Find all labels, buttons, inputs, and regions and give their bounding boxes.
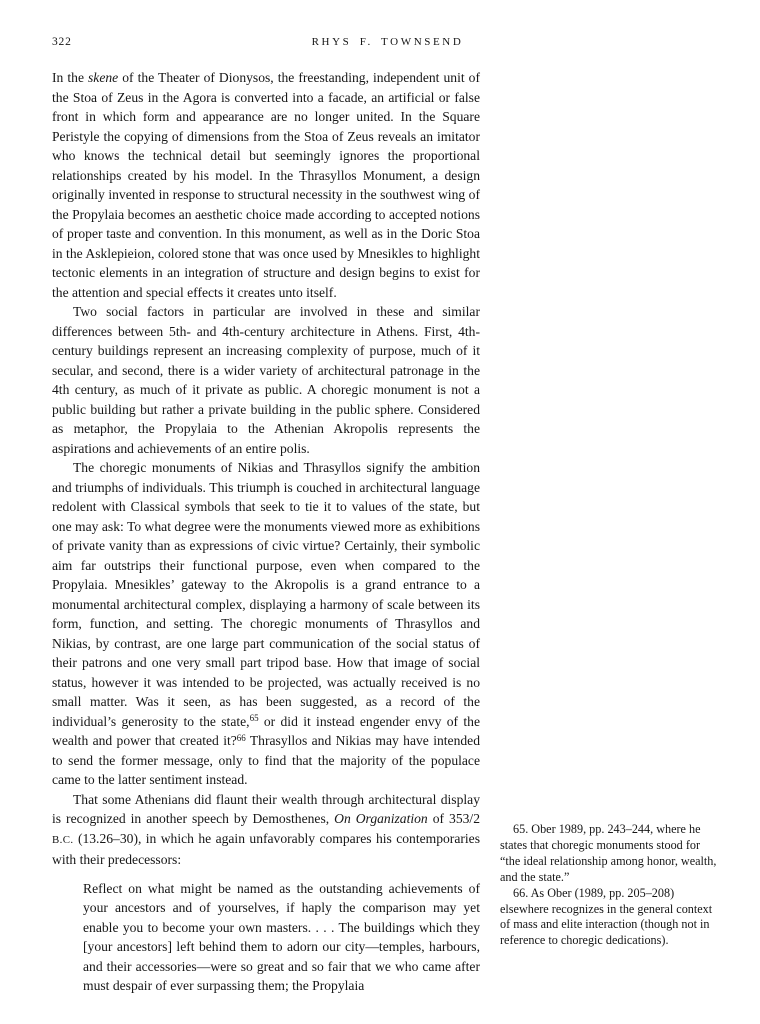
running-head-author: RHYS F. TOWNSEND — [311, 36, 464, 48]
body-paragraph — [52, 302, 480, 458]
text-segment: Two social factors in particular are involved in these and similar differences between 5th- and 4th-century architecture in Athens. First, 4th-century buildings represent an increasing complexity of purpose, much of it secular, and second, there is a wider variety of architectural patronage in the 4th century, as much of it private as public. A choregic monument is not a public building but rather a private building in the public sphere. Considered as metaphor, the Propylaia to the Athenian Akropolis represents the aspirations and achievements of an entire polis. — [52, 304, 480, 456]
text-segment: The choregic monuments of Nikias and Thrasyllos signify the ambition and triumphs of individuals. This triumph is couched in architectural language redolent with Classical symbols that seek to tie it to values of the state, but one may ask: To what degree were the monuments viewed more as exhibitions of private vanity than as expressions of civic virtue? Certainly, their symbolic aim far outstrips their functional purpose, even when compared to the Propylaia. Mnesikles’ gateway to the Akropolis is a grand entrance to a monumental architectural complex, displaying a harmony of scale between its form, function, and setting. The choregic monuments of Thrasyllos and Nikias, by contrast, are one large part communication of the social status of their patrons and one very small part tripod base. How that image of social status, however it was intended to be projected, was actually received is no small matter. Was it seen, as has been suggested, as a record of the individual’s generosity to the state, — [52, 460, 480, 729]
text-segment: or did it instead engender envy of the wealth and power that created it? — [52, 713, 480, 748]
text-segment: skene — [88, 70, 119, 85]
text-segment: 65. Ober 1989, pp. 243–244, where he states that choregic monuments stood for “the ideal relationship among honor, wealth, and the state.” — [500, 822, 717, 884]
body-paragraph — [52, 458, 480, 790]
text-segment: 66 — [236, 732, 246, 743]
main-text-column — [52, 68, 480, 996]
text-segment: 65 — [249, 713, 259, 723]
text-segment: 66. As Ober (1989, pp. 205–208) elsewhere recognizes in the general context of mass and elite interaction (though not in reference to choregic dedications). — [500, 885, 713, 948]
body-paragraphs — [52, 68, 480, 870]
body-paragraph — [52, 68, 480, 302]
page-header — [52, 36, 723, 50]
footnote — [500, 886, 723, 950]
text-segment: On Organization — [334, 811, 428, 826]
text-segment: of the Theater of Dionysos, the freestanding, independent unit of the Stoa of Zeus in the Agora is converted into a facade, an artificial or false front in which form and appearance are no longer united. In the Square Peristyle the copying of dimensions from the Stoa of Zeus reveals an imitator who knows the technical detail but seemingly ignores the proportional relationships created by his model. In the Thrasyllos Monument, a design originally invented in response to structural necessity in the southwest wing of the Propylaia becomes an aesthetic choice made according to accepted notions of proper taste and convention. In this monument, as well as in the Doric Stoa in the Asklepieion, colored stone that was once used by Mnesikles to highlight tectonic elements in an integration of structure and design begins to exist for the attention and special effects it creates unto itself. — [52, 70, 480, 300]
footnote — [500, 822, 723, 886]
page-number: 322 — [52, 36, 72, 48]
footnotes — [500, 822, 723, 949]
text-segment: of 353/2 — [427, 811, 480, 826]
text-segment: Thrasyllos and Nikias may have intended to send the former message, only to find that the majority of the populace came to the latter sentiment instead. — [52, 733, 480, 787]
text-segment: B.C. — [52, 833, 74, 846]
text-segment: Reflect on what might be named as the outstanding achievements of your ancestors and of yourselves, if haply the comparison may yet enable you to become your own masters. . . . The buildings which they [your ancestors] left behind them to adorn our city—temples, harbours, and their accessories—were so great and so fair that we who came after must despair of ever surpassing them; the Propylaia — [83, 880, 480, 993]
page-content — [52, 68, 723, 996]
body-paragraph — [52, 790, 480, 870]
text-segment: That some Athenians did flaunt their wealth through architectural display is recognized in another speech by Demosthenes, — [52, 791, 480, 826]
margin-column — [500, 68, 723, 949]
text-segment: In the — [52, 70, 89, 85]
block-quote — [83, 879, 480, 996]
text-segment: (13.26–30), in which he again unfavorably compares his contemporaries with their predecessors: — [52, 830, 480, 867]
